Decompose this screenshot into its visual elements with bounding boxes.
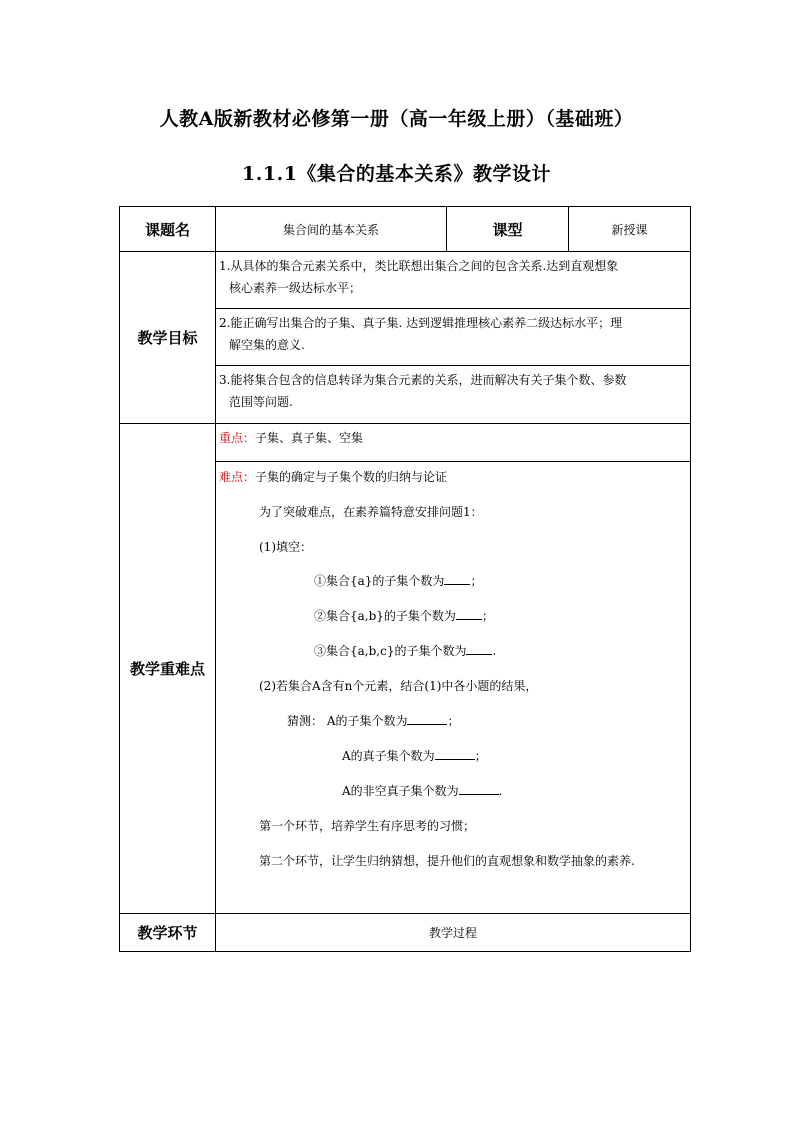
key-point-tag: 重点： [219,431,256,445]
answer-blank [407,712,447,725]
goal-3-line-1: 3.能将集合包含的信息转译为集合元素的关系，进而解决有关子集个数、参数 [219,373,627,387]
guess-3-text: A的非空真子集个数为 [342,784,459,798]
goal-item-3 [216,366,691,424]
question-1 [314,572,482,589]
guess-1 [287,712,460,729]
guess-1-punct: ； [447,714,460,728]
goal-item-1 [216,252,691,309]
goal-1-line-2: 核心素养一级达标水平； [229,281,362,295]
goal-1-line-1: 1.从具体的集合元素关系中，类比联想出集合之间的包含关系.达到直观想象 [219,259,619,273]
process-value: 教学过程 [216,914,691,952]
goal-3-line-2: 范围等问题. [229,395,293,409]
goal-item-2 [216,309,691,366]
answer-blank [456,607,482,620]
fill-blank-heading: (1)填空： [259,540,312,554]
answer-blank [466,642,492,655]
question-1-punct: ； [470,574,483,588]
topic-value: 集合间的基本关系 [216,207,447,252]
goal-row-1 [120,252,691,309]
goals-label: 教学目标 [120,252,216,424]
question-2 [314,607,494,624]
key-point-text: 子集、真子集、空集 [255,431,364,445]
stage-1-note: 第一个环节，培养学生有序思考的习惯； [259,819,476,833]
guess-2-text: A的真子集个数为 [342,749,435,763]
process-row [120,914,691,952]
question-part-2: (2)若集合A含有n个元素，结合(1)中各小题的结果， [259,679,538,693]
question-2-punct: ； [481,609,494,623]
difficulty-cell [216,462,691,914]
difficulty-tag: 难点： [219,470,256,484]
question-3-punct: . [492,644,497,658]
goal-2-line-1: 2.能正确写出集合的子集、真子集. 达到逻辑推理核心素养二级达标水平；理 [219,316,623,330]
guess-2-punct: ； [474,749,487,763]
guess-3-punct: . [498,784,503,798]
guess-1-text: 猜测： A的子集个数为 [287,714,408,728]
difficulty-text: 子集的确定与子集个数的归纳与论证 [255,470,448,484]
process-label: 教学环节 [120,914,216,952]
guess-2 [342,747,487,764]
document-subtitle: 1.1.1《集合的基本关系》教学设计 [242,163,551,185]
question-1-text: ①集合{a}的子集个数为 [314,574,445,588]
lesson-plan-table [119,206,691,952]
answer-blank [435,747,475,760]
question-3 [314,642,496,659]
type-value: 新授课 [569,207,691,252]
question-2-text: ②集合{a,b}的子集个数为 [314,609,456,623]
guess-3 [342,782,503,799]
intro-line: 为了突破难点，在素养篇特意安排问题1： [259,505,483,519]
topic-row [120,207,691,252]
answer-blank [444,572,470,585]
document-title: 人教A版新教材必修第一册（高一年级上册）（基础班） [159,108,634,130]
answer-blank [459,782,499,795]
difficulty-heading [219,468,447,485]
question-3-text: ③集合{a,b,c}的子集个数为 [314,644,467,658]
topic-label: 课题名 [120,207,216,252]
type-label: 课型 [447,207,569,252]
goal-2-line-2: 解空集的意义. [229,338,305,352]
stage-2-note: 第二个环节，让学生归纳猜想，提升他们的直观想象和数学抽象的素养. [259,854,635,868]
key-point-row [120,424,691,462]
key-point-cell [216,424,691,462]
key-points-label: 教学重难点 [120,424,216,914]
